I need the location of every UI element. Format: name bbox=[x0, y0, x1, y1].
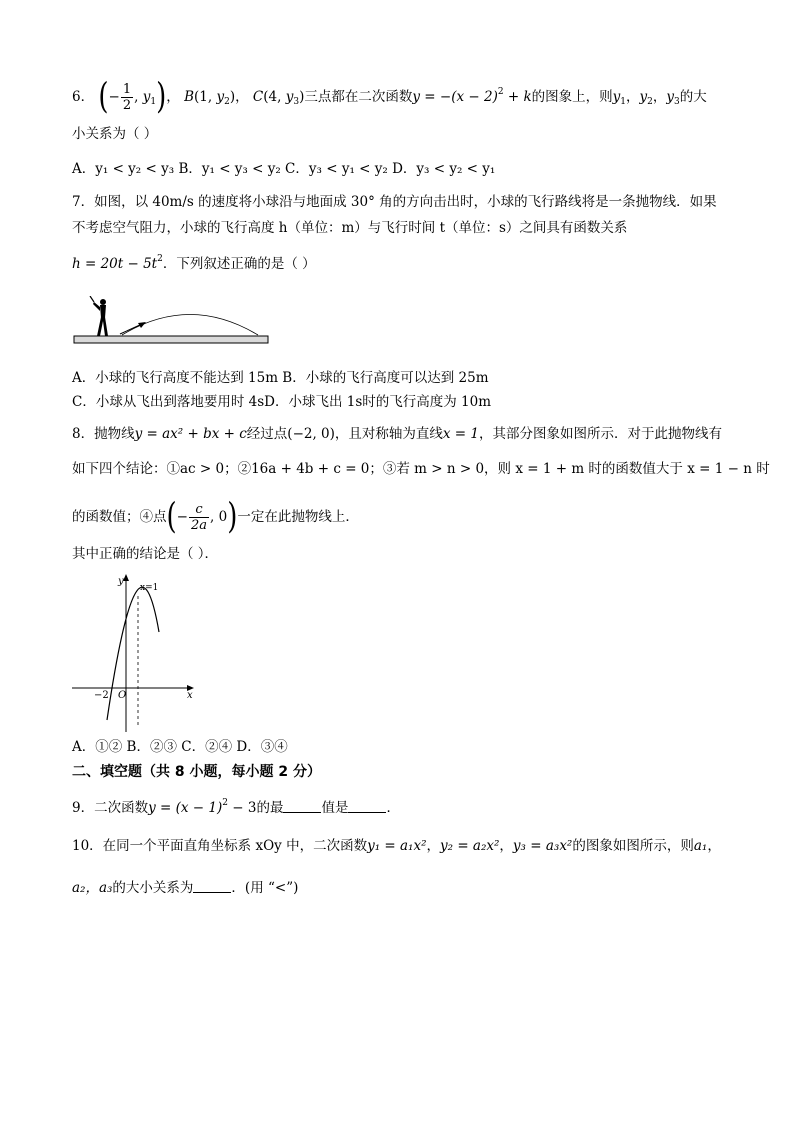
golfer-icon bbox=[90, 296, 108, 336]
q6-line1: 6． (− $\frac{1}{2}$ , $y_1$)， B(1, $y_2$)， C(4, $y_3$)三点都在二次函数$y = -(x - 2)^2 + k$的图象上，则$y_1$，$y_2$，$y_3$的大 bbox=[72, 76, 707, 118]
q8-line3: 的函数值；④点(− $\frac{c}{2a}$ , 0)一定在此抛物线上． bbox=[72, 496, 359, 538]
ground-bar bbox=[74, 336, 268, 343]
x-label: x bbox=[187, 690, 193, 701]
q6-options: A．y₁ < y₂ < y₃ B．y₁ < y₃ < y₂ C．y₃ < y₁ < y₂ D．y₃ < y₂ < y₁ bbox=[72, 161, 496, 177]
q9-blank-2[interactable] bbox=[348, 800, 386, 813]
q8-fraction: $\frac{c}{2a}$ bbox=[190, 502, 207, 533]
parabola-graph bbox=[70, 570, 200, 735]
q10-blank[interactable] bbox=[193, 880, 231, 893]
y-axis-arrow bbox=[123, 574, 129, 581]
section-heading: 二、填空题（共 8 小题，每小题 2 分） bbox=[72, 764, 321, 780]
q10-line1: 10．在同一个平面直角坐标系 xOy 中，二次函数y₁ = a₁x²，y₂ = a₂x²，y₃ = a₃x²的图象如图所示，则a₁， bbox=[72, 838, 721, 854]
q7-line2: 不考虑空气阻力，小球的飞行高度 h（单位：m）与飞行时间 t（单位：s）之间具有函数关系 bbox=[72, 220, 628, 236]
symmetry-label: x=1 bbox=[140, 583, 159, 593]
q6-line2: 小关系为（ ） bbox=[72, 126, 158, 142]
q8-line1: 8．抛物线y = ax² + bx + c经过点(−2, 0)，且对称轴为直线x = 1，其部分图象如图所示．对于此抛物线有 bbox=[72, 426, 723, 442]
origin-label: O bbox=[118, 690, 127, 701]
golf-swing-figure bbox=[72, 296, 272, 348]
parabola-curve bbox=[107, 587, 159, 720]
q6-fraction: $\frac{1}{2}$ bbox=[122, 82, 132, 113]
q8-line2: 如下四个结论：①ac > 0；②16a + 4b + c = 0；③若 m > n > 0，则 x = 1 + m 时的函数值大于 x = 1 − n 时 bbox=[72, 461, 770, 477]
y-label: y bbox=[118, 576, 124, 587]
q7-options-ab: A．小球的飞行高度不能达到 15m B．小球的飞行高度可以达到 25m bbox=[72, 370, 489, 386]
q7-line1: 7．如图，以 40m/s 的速度将小球沿与地面成 30° 角的方向击出时，小球的飞行路线将是一条抛物线．如果 bbox=[72, 194, 717, 210]
neg2-label: −2 bbox=[94, 690, 109, 701]
q9-blank-1[interactable] bbox=[283, 800, 321, 813]
q9-line: 9．二次函数$y = (x - 1)^2 - 3$的最 值是 ． bbox=[72, 798, 400, 816]
q10-line2: a₂，a₃的大小关系为 ．(用 “<”) bbox=[72, 880, 299, 896]
q7-formula-line: $h = 20t - 5t^2$．下列叙述正确的是（ ） bbox=[72, 254, 316, 272]
launch-arrow bbox=[120, 324, 142, 334]
q8-prompt: 其中正确的结论是（ ）． bbox=[72, 546, 219, 562]
q8-options: A．①② B．②③ C．②④ D．③④ bbox=[72, 739, 288, 755]
q7-options-cd: C．小球从飞出到落地要用时 4sD．小球飞出 1s时的飞行高度为 10m bbox=[72, 394, 492, 410]
